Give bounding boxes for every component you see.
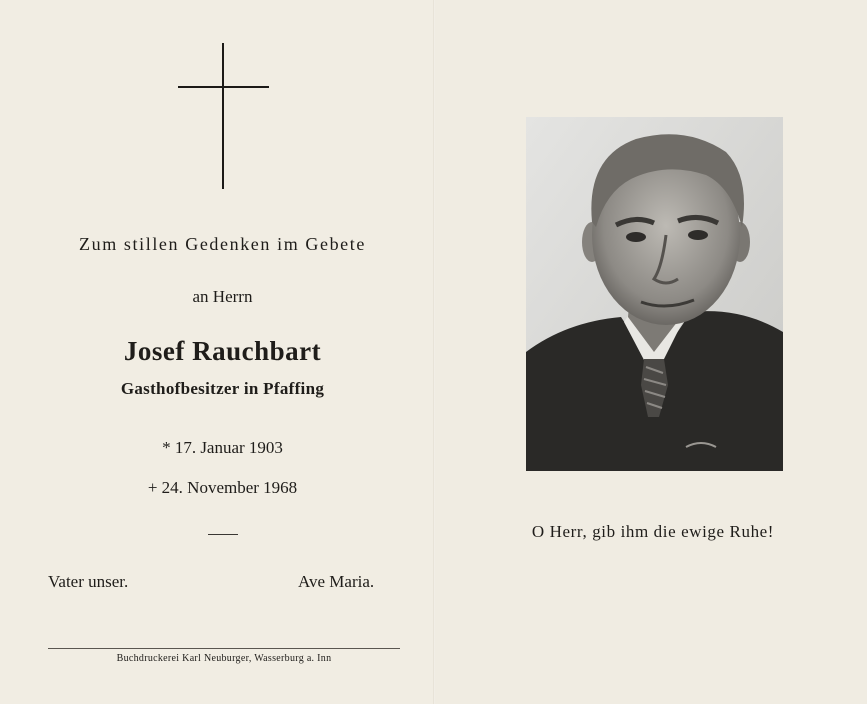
death-date: + 24. November 1968 — [147, 478, 298, 497]
deceased-name: Josef Rauchbart — [123, 336, 322, 366]
printer-imprint: Buchdruckerei Karl Neuburger, Wasserburg a. Inn — [116, 653, 332, 664]
dedication-text: Zum stillen Gedenken im Gebete — [79, 234, 366, 254]
prayer-vater-unser: Vater unser. — [48, 572, 129, 591]
portrait-photo — [526, 117, 783, 471]
occupation-text: Gasthofbesitzer in Pfaffing — [120, 379, 325, 398]
salutation-text: an Herrn — [192, 287, 253, 306]
birth-date: * 17. Januar 1903 — [162, 438, 283, 457]
footer-rule — [48, 648, 400, 649]
card-fold — [433, 0, 435, 704]
portrait-illustration — [526, 117, 783, 471]
epitaph-text: O Herr, gib ihm die ewige Ruhe! — [531, 522, 775, 541]
divider-dash — [208, 534, 238, 535]
cross-icon — [178, 43, 270, 189]
prayer-ave-maria: Ave Maria. — [298, 572, 375, 591]
